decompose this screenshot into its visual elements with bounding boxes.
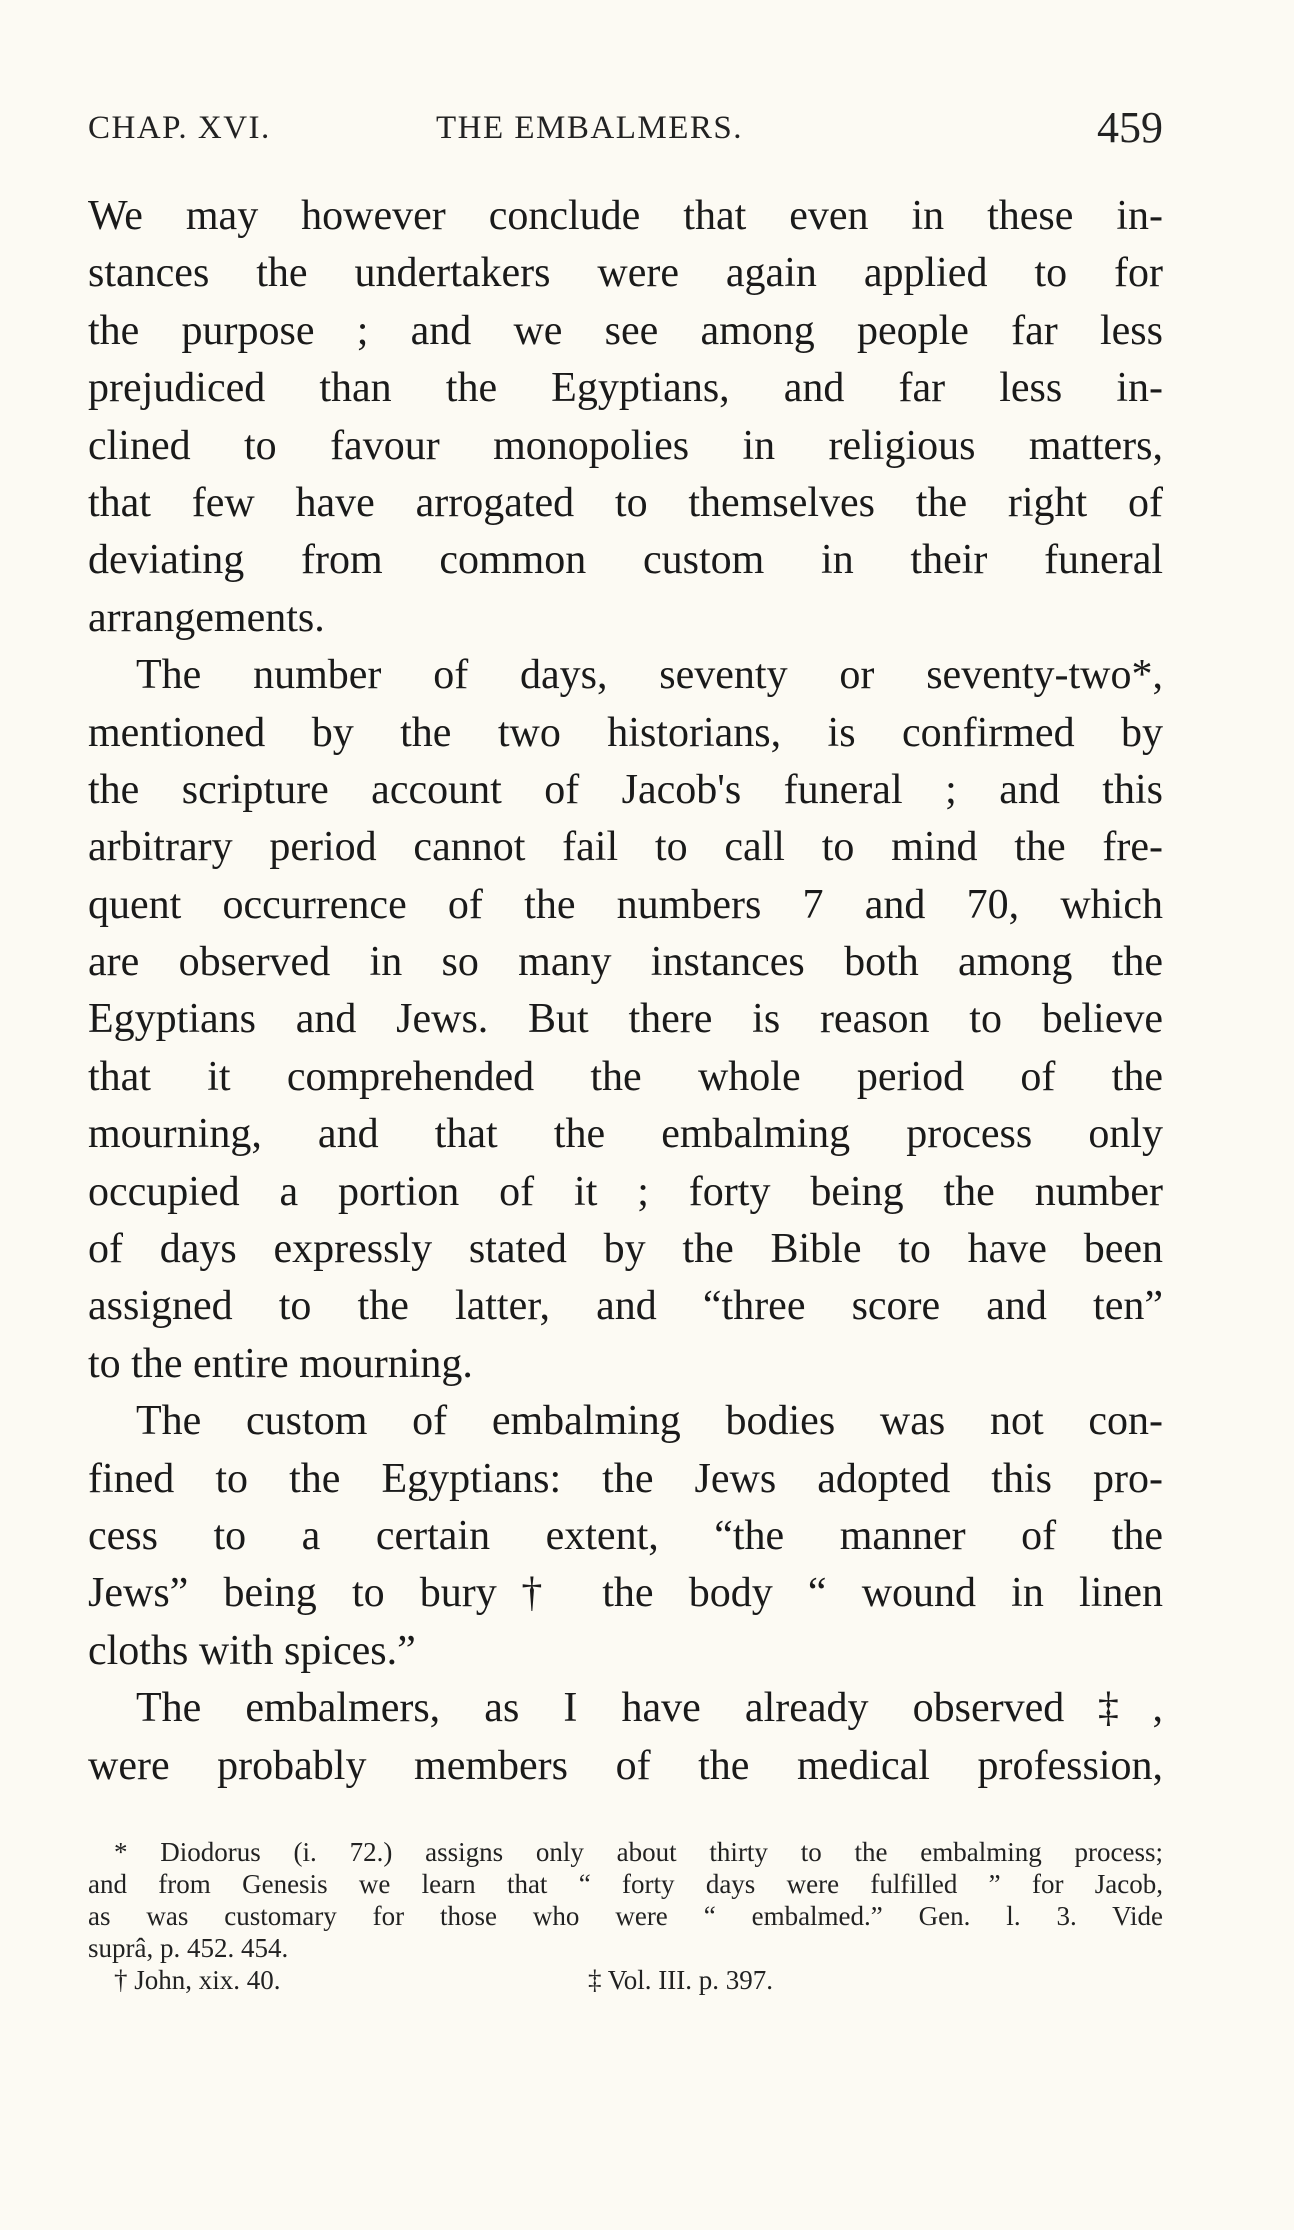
text-line: clined to favour monopolies in religious matters, (88, 422, 1163, 469)
text-line: fined to the Egyptians: the Jews adopted this pro- (88, 1455, 1163, 1502)
body-text (88, 188, 1163, 1795)
running-head (88, 102, 1163, 152)
text-line: quent occurrence of the numbers 7 and 70, which (88, 881, 1163, 928)
text-line: cloths with spices.” (88, 1627, 416, 1674)
footnotes (88, 1836, 1163, 1996)
footnote-double-dagger: ‡ Vol. III. p. 397. (588, 1965, 774, 1995)
footnote-line: * Diodorus (i. 72.) assigns only about thirty to the embalming process; (114, 1837, 1163, 1867)
footnote-line: as was customary for those who were “ embalmed.” Gen. l. 3. Vide (88, 1901, 1163, 1931)
footnote-line: suprâ, p. 452. 454. (88, 1933, 289, 1963)
page-number: 459 (1097, 103, 1163, 152)
text-line: The number of days, seventy or seventy-two*, (136, 652, 1163, 699)
text-line: of days expressly stated by the Bible to have been (88, 1226, 1163, 1273)
text-line: mentioned by the two historians, is confirmed by (88, 709, 1163, 756)
text-line: that it comprehended the whole period of the (88, 1053, 1163, 1100)
text-line: the purpose ; and we see among people far less (88, 307, 1163, 354)
text-line: arrangements. (88, 594, 325, 641)
text-line: Egyptians and Jews. But there is reason to believe (88, 996, 1163, 1043)
text-line: arbitrary period cannot fail to call to mind the fre- (88, 824, 1163, 871)
footnote-lines (88, 1836, 1163, 1964)
text-line: were probably members of the medical profession, (88, 1742, 1163, 1789)
text-line: the scripture account of Jacob's funeral ; and this (88, 766, 1163, 813)
footnote-line: and from Genesis we learn that “ forty days were fulfilled ” for Jacob, (88, 1869, 1163, 1899)
text-line: are observed in so many instances both among the (88, 939, 1163, 986)
text-line: Jews” being to bury† the body “ wound in linen (88, 1570, 1163, 1617)
text-line: that few have arrogated to themselves the right of (88, 479, 1163, 526)
text-line: assigned to the latter, and “three score and ten” (88, 1283, 1163, 1330)
page-title: THE EMBALMERS. (436, 110, 744, 146)
text-line: to the entire mourning. (88, 1340, 473, 1387)
text-line: We may however conclude that even in these in- (88, 193, 1163, 239)
text-line: The embalmers, as I have already observed‡, (136, 1685, 1163, 1732)
text-line: mourning, and that the embalming process only (88, 1111, 1163, 1158)
text-line: prejudiced than the Egyptians, and far less in- (88, 365, 1163, 412)
footnote-dagger: † John, xix. 40. (114, 1965, 281, 1995)
text-line: The custom of embalming bodies was not con- (136, 1398, 1163, 1445)
footnote-references (88, 1964, 1163, 1996)
chapter-label: CHAP. XVI. (88, 110, 271, 146)
text-line: occupied a portion of it ; forty being the number (88, 1168, 1163, 1215)
text-line: cess to a certain extent, “the manner of the (88, 1512, 1163, 1559)
text-line: deviating from common custom in their funeral (88, 537, 1163, 584)
text-line: stances the undertakers were again applied to for (88, 250, 1163, 297)
